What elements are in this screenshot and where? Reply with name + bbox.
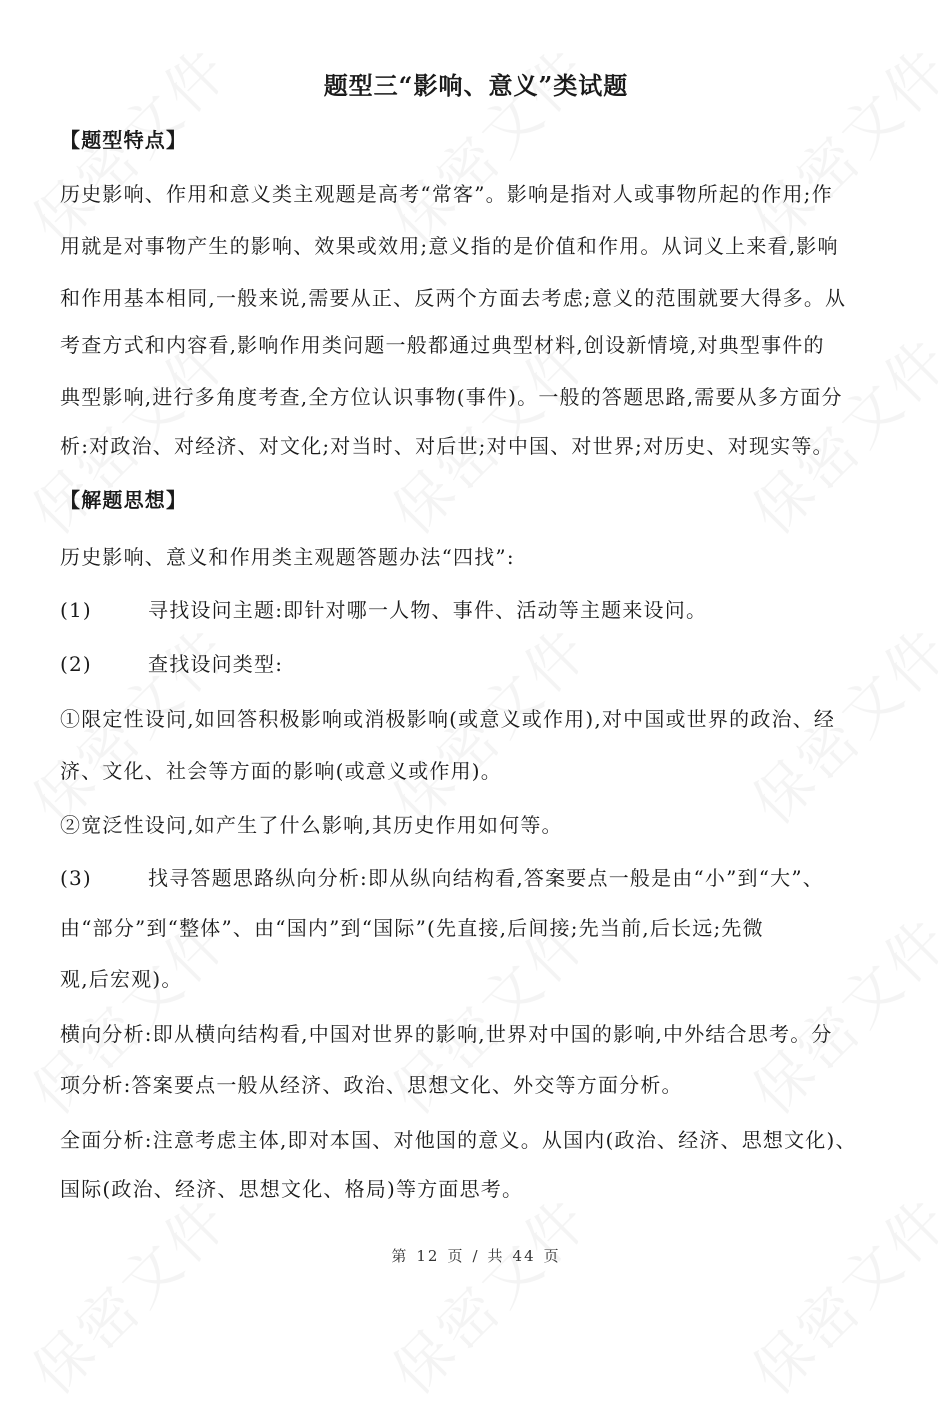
paragraph-line: 由“部分”到“整体”、由“国内”到“国际”(先直接,后间接;先当前,后长远;先微 [60, 916, 764, 940]
paragraph-line: 全面分析:注意考虑主体,即对本国、对他国的意义。从国内(政治、经济、思想文化)、 [60, 1128, 857, 1152]
total-pages-number: 44 [512, 1247, 536, 1265]
paragraph-line: 横向分析:即从横向结构看,中国对世界的影响,世界对中国的影响,中外结合思考。分 [60, 1022, 833, 1046]
current-page-number: 12 [416, 1247, 440, 1265]
footer-separator: / [472, 1247, 480, 1265]
list-item-2 [60, 648, 283, 677]
paragraph-line: 典型影响,进行多角度考查,全方位认识事物(事件)。一般的答题思路,需要从多方面分 [60, 385, 843, 409]
list-item-1 [60, 594, 707, 623]
paragraph-line: 用就是对事物产生的影响、效果或效用;意义指的是价值和作用。从词义上来看,影响 [60, 234, 839, 258]
paragraph-line: ②宽泛性设问,如产生了什么影响,其历史作用如何等。 [60, 813, 563, 837]
watermark [730, 25, 952, 260]
paragraph-line: 国际(政治、经济、思想文化、格局)等方面思考。 [60, 1177, 524, 1201]
paragraph-line: ①限定性设问,如回答积极影响或消极影响(或意义或作用),对中国或世界的政治、经 [60, 707, 836, 731]
list-text: 找寻答题思路纵向分析:即从纵向结构看,答案要点一般是由“小”到“大”、 [148, 866, 824, 890]
paragraph-line: 析:对政治、对经济、对文化;对当时、对后世;对中国、对世界;对历史、对现实等。 [60, 434, 834, 458]
page-footer [0, 1245, 952, 1266]
section-heading-features: 【题型特点】 [60, 128, 188, 152]
footer-prefix: 第 [391, 1247, 409, 1265]
list-number: (3) [60, 866, 92, 890]
watermark [370, 25, 605, 260]
list-item-3 [60, 862, 824, 891]
paragraph-line: 项分析:答案要点一般从经济、政治、思想文化、外交等方面分析。 [60, 1073, 683, 1097]
watermark [730, 1175, 952, 1409]
paragraph-line: 历史影响、意义和作用类主观题答题办法“四找”: [60, 545, 515, 569]
list-number: (1) [60, 598, 92, 622]
list-text: 寻找设问主题:即针对哪一人物、事件、活动等主题来设问。 [148, 598, 708, 622]
footer-total-unit: 页 [543, 1247, 561, 1265]
footer-total-prefix: 共 [487, 1247, 505, 1265]
paragraph-line: 济、文化、社会等方面的影响(或意义或作用)。 [60, 759, 503, 783]
paragraph-line: 历史影响、作用和意义类主观题是高考“常客”。影响是指对人或事物所起的作用;作 [60, 182, 833, 206]
list-text: 查找设问类型: [148, 652, 284, 676]
watermark [10, 1175, 245, 1409]
page-title: 题型三“影响、意义”类试题 [323, 71, 629, 100]
paragraph-line: 观,后宏观)。 [60, 967, 183, 991]
watermark [370, 1175, 605, 1409]
paragraph-line: 考查方式和内容看,影响作用类问题一般都通过典型材料,创设新情境,对典型事件的 [60, 333, 825, 357]
list-number: (2) [60, 652, 92, 676]
paragraph-line: 和作用基本相同,一般来说,需要从正、反两个方面去考虑;意义的范围就要大得多。从 [60, 286, 847, 310]
footer-page-unit: 页 [447, 1247, 465, 1265]
section-heading-approach: 【解题思想】 [60, 488, 188, 512]
